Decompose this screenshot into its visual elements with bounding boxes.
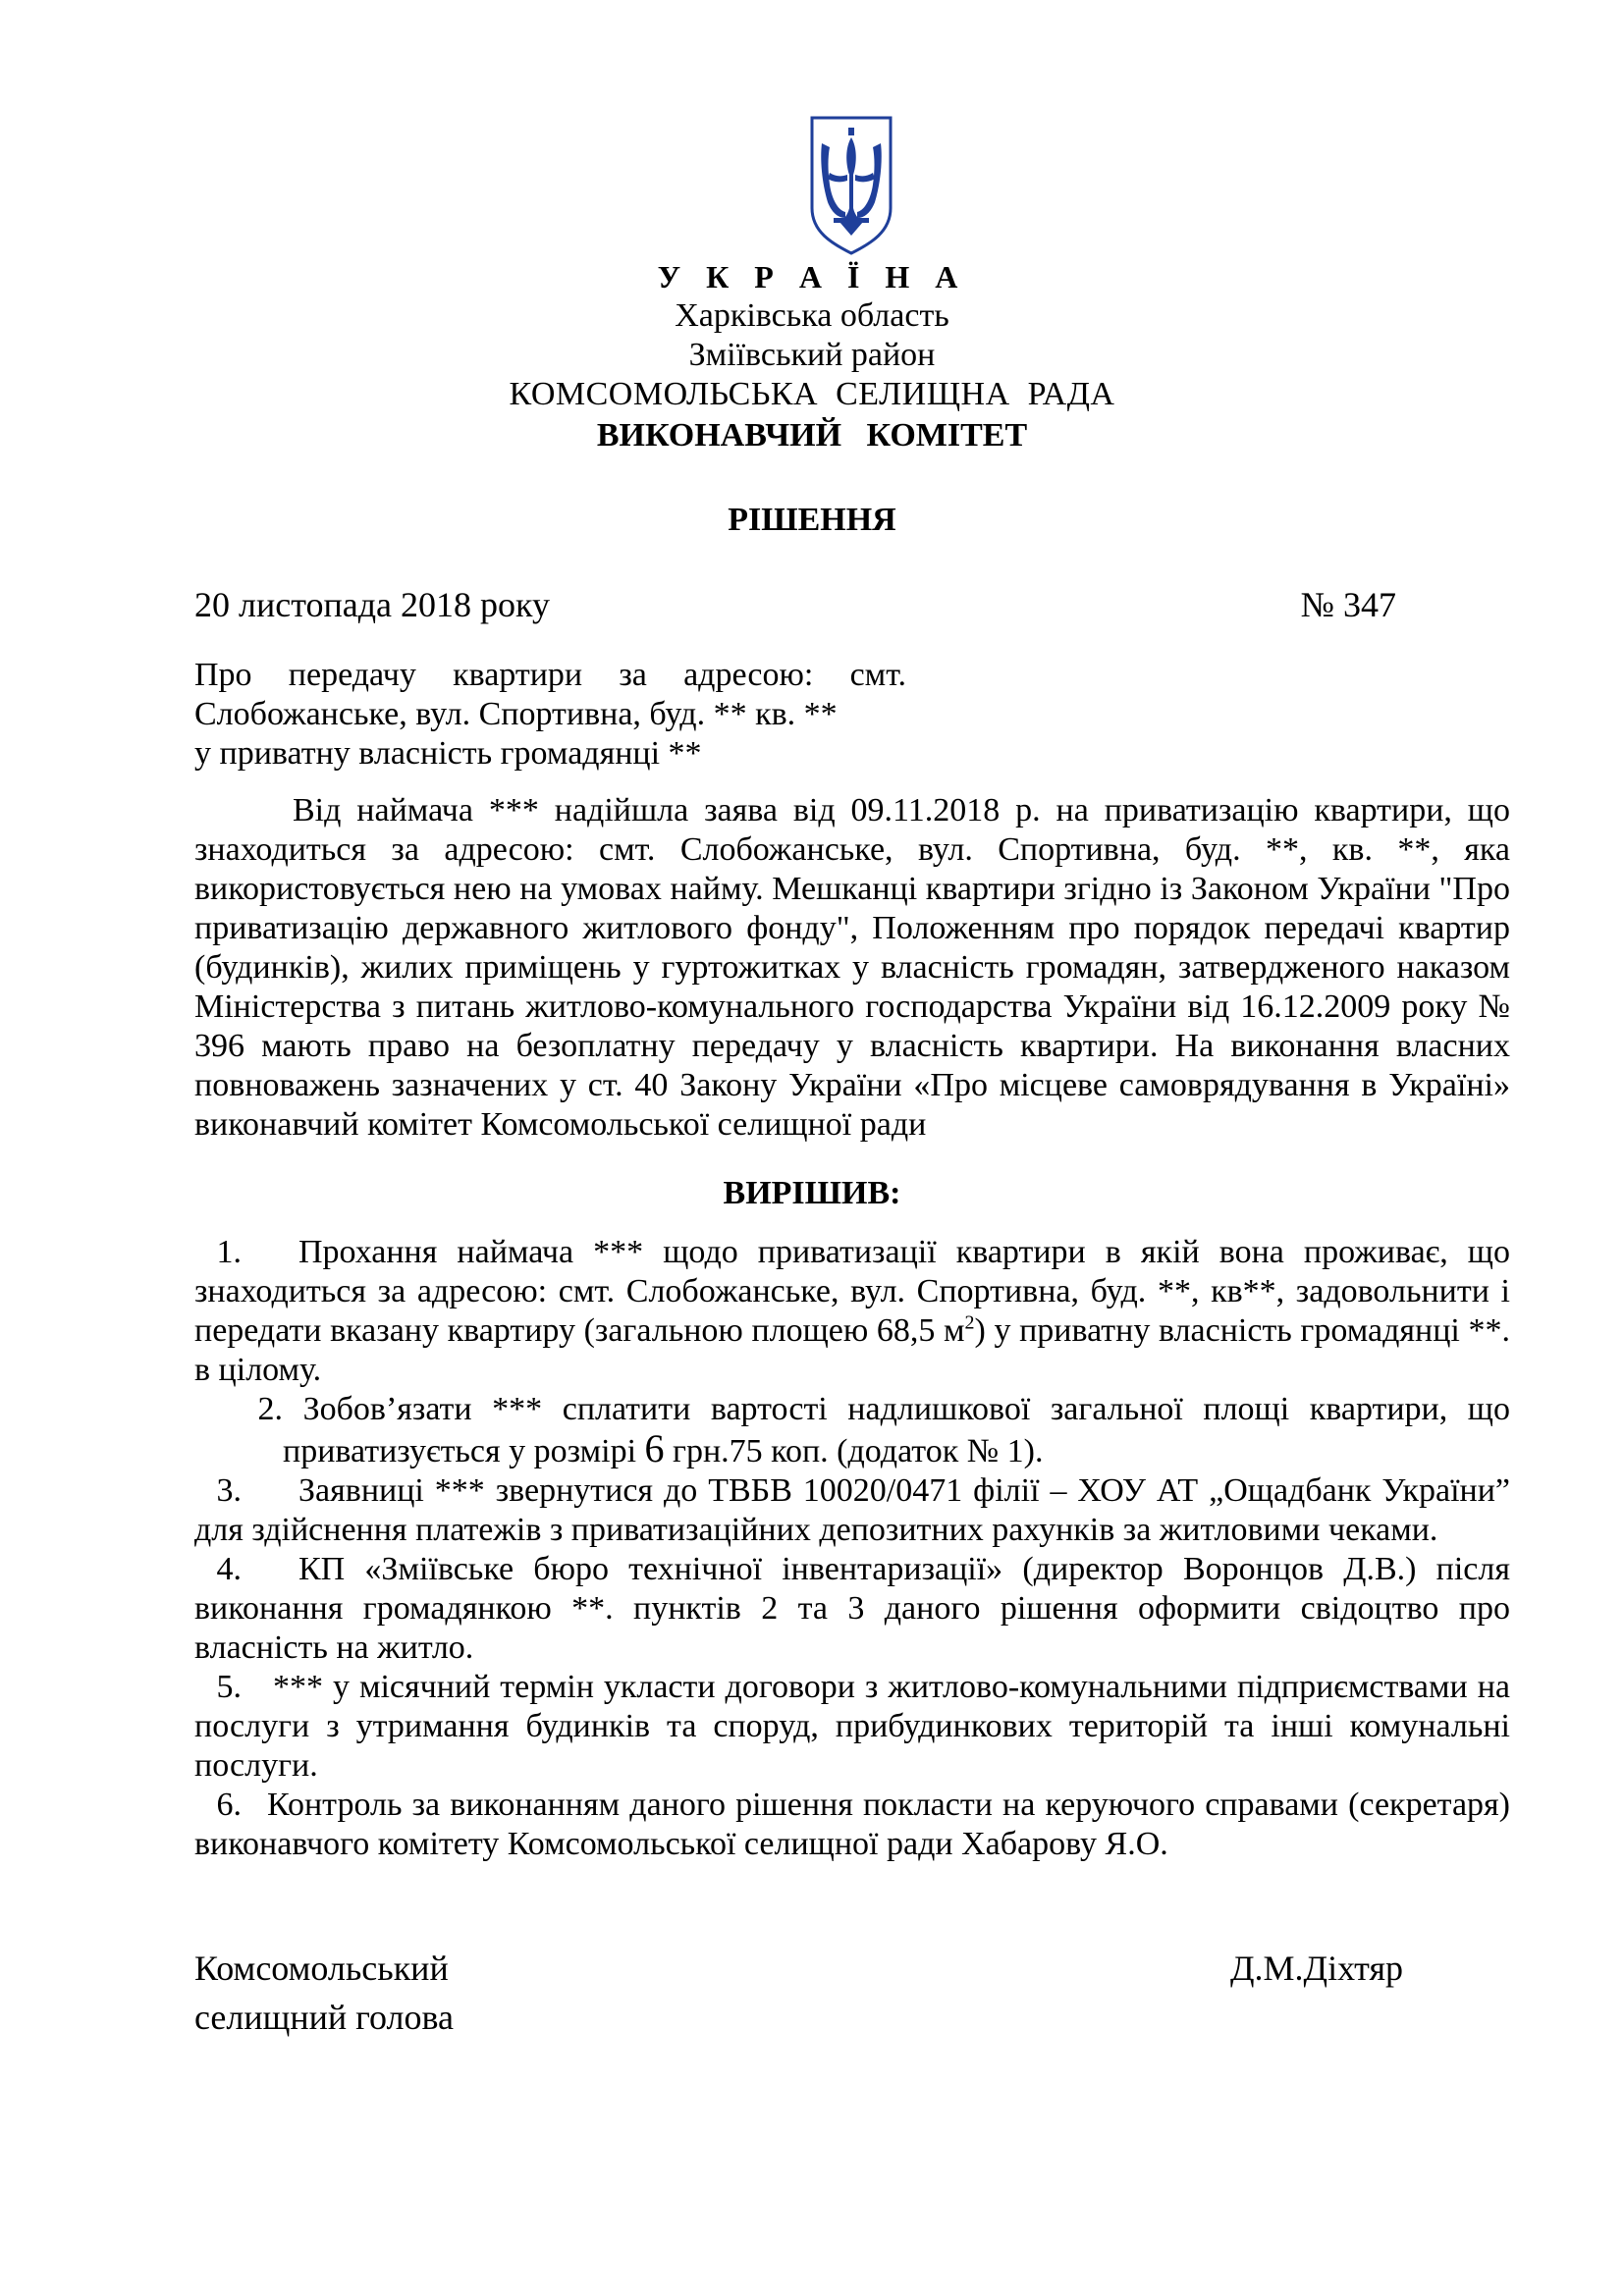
signatory-title-line: селищний голова (194, 1998, 455, 2037)
country-name: У К Р А Ї Н А (657, 259, 967, 294)
preamble-paragraph: Від наймача *** надійшла заява від 09.11.2018 р. на приватизацію квартири, що знаходиться за адресою: смт. Слобожанське, вул. Спортивна, буд. **, кв. **, яка використовується нею на умовах найму. Мешканці квартири згідно із Законом України "Про приватизацію державного житлового фонду", Положенням про порядок передачі квартир (будинків), жилих приміщень у гуртожитках у власність громадян, затвердженого наказом Міністерства з питань житлово-комунального господарства України від 16.12.2009 року № 396 мають право на безоплатну передачу у власність квартири. На виконання власних повноважень зазначених у ст. 40 Закону України «Про місцеве самоврядування в Україні» виконавчий комітет Комсомольської селищної ради (194, 792, 1510, 1143)
superscript: 2 (964, 1311, 975, 1334)
signatory-name: Д.М.Діхтяр (1229, 1949, 1403, 1988)
signatory-title (194, 1944, 454, 2042)
signatory-title-line: Комсомольський (194, 1949, 449, 1988)
resolved-heading: ВИРІШИВ: (723, 1175, 901, 1211)
decision-item (194, 1471, 1510, 1550)
subject-line: у приватну власність громадянці ** (194, 735, 702, 772)
item-text: ) у приватну власність громадянці **. в цілому. (194, 1312, 1510, 1388)
item-number: 6. (216, 1787, 242, 1823)
item-text: Заявниці *** звернутися до ТВБВ 10020/0471 філії – ХОУ АТ „Ощадбанк України” для здійснення платежів з приватизаційних депозитних рахунків за житловими чеками. (194, 1472, 1510, 1548)
document-number: № 347 (1300, 585, 1396, 624)
item-number: 3. (216, 1472, 242, 1509)
item-text: грн.75 коп. (додаток № 1). (664, 1433, 1044, 1469)
district-name: Зміївський район (688, 337, 936, 373)
decision-item (194, 1668, 1510, 1786)
subject-line: Про передачу квартири за адресою: смт. (194, 657, 906, 693)
trident-icon (806, 114, 896, 257)
decision-item (194, 1550, 1510, 1668)
decision-item (194, 1786, 1510, 1864)
item-number: 1. (216, 1234, 242, 1270)
item-text: Зобов’язати *** сплатити вартості надлишкової загальної площі квартири, що приватизується у розмірі (283, 1391, 1510, 1469)
item-number: 5. (216, 1669, 242, 1705)
item-text: Прохання наймача *** щодо приватизації квартири в якій вона проживає, що знаходиться за адресою: смт. Слобожанське, вул. Спортивна, буд. **, кв**, задовольнити і передати вказану квартиру (загальною площею 68,5 м (194, 1234, 1510, 1349)
item-number: 4. (216, 1551, 242, 1587)
item-text: КП «Зміївське бюро технічної інвентаризації» (директор Воронцов Д.В.) після виконання громадянкою **. пунктів 2 та 3 даного рішення оформити свідоцтво про власність на житло. (194, 1551, 1510, 1666)
decision-items (194, 1233, 1510, 1864)
document-type: РІШЕННЯ (728, 502, 896, 538)
decision-item (194, 1233, 1510, 1390)
decision-item (194, 1390, 1510, 1471)
region-name: Харківська область (675, 297, 949, 334)
item-number: 2. (257, 1391, 283, 1427)
subject-line: Слобожанське, вул. Спортивна, буд. ** кв. ** (194, 696, 838, 732)
item-text: *** у місячний термін укласти договори з житлово-комунальними підприємствами на послуги з утримання будинків та споруд, прибудинкових територій та інші комунальні послуги. (194, 1669, 1510, 1784)
document-subject (194, 656, 906, 774)
item-text: Контроль за виконанням даного рішення покласти на керуючого справами (секретаря) виконавчого комітету Комсомольської селищної ради Хабарову Я.О. (194, 1787, 1510, 1862)
item-amount: 6 (644, 1426, 665, 1470)
document-date: 20 листопада 2018 року (194, 585, 550, 624)
council-name: КОМСОМОЛЬСЬКА СЕЛИЩНА РАДА (509, 376, 1115, 412)
committee-name: ВИКОНАВЧИЙ КОМІТЕТ (596, 417, 1028, 454)
